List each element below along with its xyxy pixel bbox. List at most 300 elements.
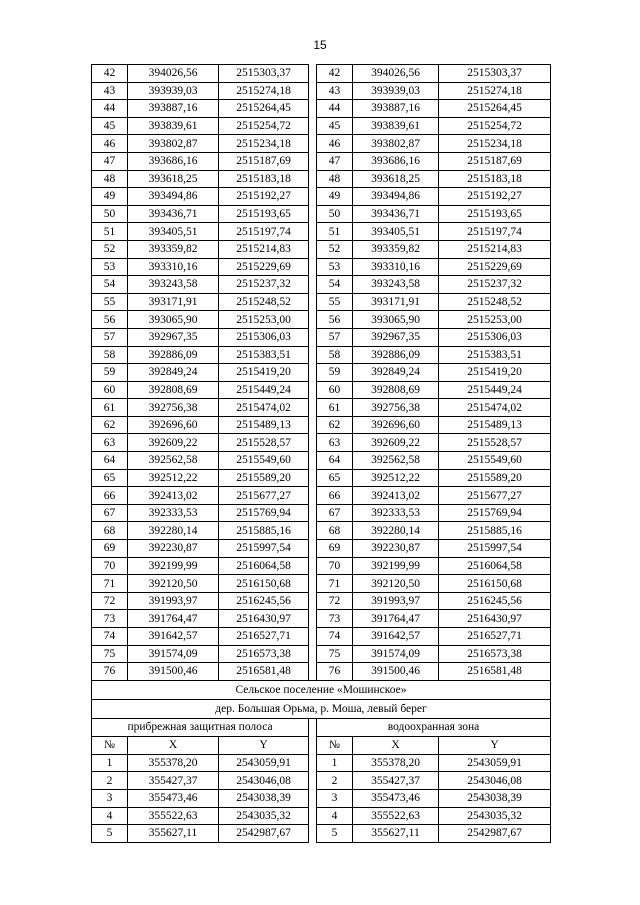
top-left-y-coordinate: 2516430,97 (219, 610, 309, 628)
header-number-left: № (92, 736, 128, 754)
table-row (92, 452, 551, 470)
column-gap (309, 452, 317, 470)
top-left-y-coordinate: 2515248,52 (219, 293, 309, 311)
top-right-x-coordinate: 391642,57 (353, 628, 439, 646)
column-gap (309, 663, 317, 681)
top-left-y-coordinate: 2515489,13 (219, 416, 309, 434)
top-right-point-number: 55 (317, 293, 353, 311)
column-gap (309, 328, 317, 346)
top-left-x-coordinate: 392886,09 (128, 346, 219, 364)
top-left-x-coordinate: 393802,87 (128, 135, 219, 153)
top-right-y-coordinate: 2515419,20 (439, 364, 551, 382)
top-right-point-number: 42 (317, 65, 353, 83)
top-left-y-coordinate: 2515192,27 (219, 188, 309, 206)
column-gap (309, 65, 317, 83)
top-right-x-coordinate: 392120,50 (353, 575, 439, 593)
top-left-point-number: 52 (92, 240, 128, 258)
bottom-left-x-coordinate: 355627,11 (128, 825, 219, 843)
top-right-x-coordinate: 392756,38 (353, 399, 439, 417)
top-left-point-number: 63 (92, 434, 128, 452)
column-gap (309, 170, 317, 188)
top-right-point-number: 75 (317, 645, 353, 663)
bottom-right-y-coordinate: 2543038,39 (439, 789, 551, 807)
bottom-right-x-coordinate: 355427,37 (353, 772, 439, 790)
top-right-y-coordinate: 2515234,18 (439, 135, 551, 153)
header-number-right: № (317, 736, 353, 754)
column-header-row (92, 736, 551, 754)
top-left-x-coordinate: 393065,90 (128, 311, 219, 329)
bottom-right-point-number: 5 (317, 825, 353, 843)
column-gap (309, 592, 317, 610)
top-right-point-number: 72 (317, 592, 353, 610)
top-right-point-number: 68 (317, 522, 353, 540)
bottom-right-point-number: 4 (317, 807, 353, 825)
column-gap (309, 610, 317, 628)
top-right-point-number: 52 (317, 240, 353, 258)
top-left-point-number: 44 (92, 100, 128, 118)
top-right-x-coordinate: 393405,51 (353, 223, 439, 241)
column-gap (309, 223, 317, 241)
table-row (92, 416, 551, 434)
right-zone-label: водоохранная зона (317, 718, 551, 736)
top-right-x-coordinate: 393310,16 (353, 258, 439, 276)
bottom-right-y-coordinate: 2543059,91 (439, 754, 551, 772)
top-right-y-coordinate: 2515192,27 (439, 188, 551, 206)
top-right-point-number: 69 (317, 540, 353, 558)
top-left-x-coordinate: 392413,02 (128, 487, 219, 505)
top-right-x-coordinate: 393359,82 (353, 240, 439, 258)
top-right-y-coordinate: 2515997,54 (439, 540, 551, 558)
column-gap (309, 399, 317, 417)
top-left-point-number: 57 (92, 328, 128, 346)
top-right-x-coordinate: 391993,97 (353, 592, 439, 610)
column-gap (309, 240, 317, 258)
bottom-left-y-coordinate: 2543046,08 (219, 772, 309, 790)
top-left-x-coordinate: 393939,03 (128, 82, 219, 100)
bottom-left-point-number: 4 (92, 807, 128, 825)
bottom-left-point-number: 2 (92, 772, 128, 790)
top-left-y-coordinate: 2516581,48 (219, 663, 309, 681)
top-left-y-coordinate: 2515303,37 (219, 65, 309, 83)
top-right-point-number: 54 (317, 276, 353, 294)
top-left-point-number: 58 (92, 346, 128, 364)
top-right-y-coordinate: 2516430,97 (439, 610, 551, 628)
top-right-point-number: 70 (317, 557, 353, 575)
top-right-x-coordinate: 392512,22 (353, 469, 439, 487)
top-left-y-coordinate: 2515419,20 (219, 364, 309, 382)
bottom-right-y-coordinate: 2543046,08 (439, 772, 551, 790)
table-row (92, 772, 551, 790)
top-right-y-coordinate: 2515237,32 (439, 276, 551, 294)
left-zone-label: прибрежная защитная полоса (92, 718, 309, 736)
column-gap (309, 188, 317, 206)
column-gap (309, 152, 317, 170)
column-gap (309, 311, 317, 329)
column-gap (309, 258, 317, 276)
top-left-x-coordinate: 392967,35 (128, 328, 219, 346)
top-right-y-coordinate: 2515528,57 (439, 434, 551, 452)
top-right-point-number: 47 (317, 152, 353, 170)
column-gap (309, 117, 317, 135)
table-row (92, 381, 551, 399)
table-row (92, 540, 551, 558)
top-right-y-coordinate: 2515248,52 (439, 293, 551, 311)
table-row (92, 170, 551, 188)
bottom-left-point-number: 1 (92, 754, 128, 772)
table-row (92, 557, 551, 575)
table-row (92, 311, 551, 329)
top-left-y-coordinate: 2515677,27 (219, 487, 309, 505)
top-right-y-coordinate: 2515449,24 (439, 381, 551, 399)
top-right-y-coordinate: 2516245,56 (439, 592, 551, 610)
top-right-x-coordinate: 392280,14 (353, 522, 439, 540)
top-left-x-coordinate: 392333,53 (128, 504, 219, 522)
bottom-left-point-number: 5 (92, 825, 128, 843)
top-left-x-coordinate: 393887,16 (128, 100, 219, 118)
table-row (92, 117, 551, 135)
top-left-y-coordinate: 2515769,94 (219, 504, 309, 522)
top-left-point-number: 45 (92, 117, 128, 135)
top-left-x-coordinate: 392120,50 (128, 575, 219, 593)
table-row (92, 152, 551, 170)
column-gap (309, 557, 317, 575)
top-right-x-coordinate: 392849,24 (353, 364, 439, 382)
table-row (92, 293, 551, 311)
top-right-point-number: 64 (317, 452, 353, 470)
top-left-x-coordinate: 392280,14 (128, 522, 219, 540)
column-gap (309, 416, 317, 434)
bottom-left-x-coordinate: 355427,37 (128, 772, 219, 790)
top-right-point-number: 66 (317, 487, 353, 505)
top-left-y-coordinate: 2516064,58 (219, 557, 309, 575)
top-left-x-coordinate: 392849,24 (128, 364, 219, 382)
top-right-y-coordinate: 2515264,45 (439, 100, 551, 118)
top-left-y-coordinate: 2515549,60 (219, 452, 309, 470)
top-right-point-number: 58 (317, 346, 353, 364)
top-left-y-coordinate: 2515187,69 (219, 152, 309, 170)
bottom-right-x-coordinate: 355473,46 (353, 789, 439, 807)
top-right-x-coordinate: 393171,91 (353, 293, 439, 311)
top-right-y-coordinate: 2516527,71 (439, 628, 551, 646)
top-left-y-coordinate: 2515997,54 (219, 540, 309, 558)
top-right-x-coordinate: 391574,09 (353, 645, 439, 663)
column-gap (309, 100, 317, 118)
column-gap (309, 522, 317, 540)
top-left-point-number: 70 (92, 557, 128, 575)
top-left-y-coordinate: 2515214,83 (219, 240, 309, 258)
column-gap (309, 789, 317, 807)
top-right-x-coordinate: 392886,09 (353, 346, 439, 364)
top-left-x-coordinate: 392562,58 (128, 452, 219, 470)
top-right-y-coordinate: 2515193,65 (439, 205, 551, 223)
table-row (92, 575, 551, 593)
top-left-y-coordinate: 2516245,56 (219, 592, 309, 610)
table-row (92, 628, 551, 646)
top-right-x-coordinate: 392808,69 (353, 381, 439, 399)
column-gap (309, 825, 317, 843)
top-left-point-number: 50 (92, 205, 128, 223)
table-row (92, 504, 551, 522)
column-gap (309, 346, 317, 364)
top-right-y-coordinate: 2515474,02 (439, 399, 551, 417)
column-gap (309, 293, 317, 311)
top-right-y-coordinate: 2515253,00 (439, 311, 551, 329)
top-left-point-number: 74 (92, 628, 128, 646)
top-right-x-coordinate: 392696,60 (353, 416, 439, 434)
top-left-point-number: 48 (92, 170, 128, 188)
top-right-x-coordinate: 393939,03 (353, 82, 439, 100)
top-right-x-coordinate: 392562,58 (353, 452, 439, 470)
top-right-y-coordinate: 2515229,69 (439, 258, 551, 276)
top-left-point-number: 75 (92, 645, 128, 663)
column-gap (309, 381, 317, 399)
table-row (92, 487, 551, 505)
header-y-left: Y (219, 736, 309, 754)
top-right-point-number: 67 (317, 504, 353, 522)
header-x-right: X (353, 736, 439, 754)
table-row (92, 522, 551, 540)
top-left-point-number: 72 (92, 592, 128, 610)
top-left-x-coordinate: 394026,56 (128, 65, 219, 83)
top-right-x-coordinate: 393802,87 (353, 135, 439, 153)
top-right-point-number: 48 (317, 170, 353, 188)
bottom-left-y-coordinate: 2543059,91 (219, 754, 309, 772)
top-right-x-coordinate: 391500,46 (353, 663, 439, 681)
table-body-bottom (92, 680, 551, 842)
top-right-y-coordinate: 2515303,37 (439, 65, 551, 83)
column-gap (309, 772, 317, 790)
table-row (92, 663, 551, 681)
top-right-point-number: 60 (317, 381, 353, 399)
top-left-point-number: 60 (92, 381, 128, 399)
top-left-y-coordinate: 2516527,71 (219, 628, 309, 646)
top-left-point-number: 59 (92, 364, 128, 382)
table-row (92, 364, 551, 382)
top-right-y-coordinate: 2515306,03 (439, 328, 551, 346)
bottom-right-x-coordinate: 355627,11 (353, 825, 439, 843)
top-left-x-coordinate: 393243,58 (128, 276, 219, 294)
top-right-x-coordinate: 392333,53 (353, 504, 439, 522)
table-row (92, 346, 551, 364)
bottom-right-point-number: 2 (317, 772, 353, 790)
settlement-title: Сельское поселение «Мошинское» (92, 680, 551, 699)
top-left-point-number: 61 (92, 399, 128, 417)
table-row (92, 610, 551, 628)
top-right-point-number: 45 (317, 117, 353, 135)
top-left-point-number: 62 (92, 416, 128, 434)
bottom-left-y-coordinate: 2543035,32 (219, 807, 309, 825)
column-gap (309, 135, 317, 153)
top-right-point-number: 73 (317, 610, 353, 628)
table-row (92, 82, 551, 100)
table-row (92, 754, 551, 772)
top-right-y-coordinate: 2515549,60 (439, 452, 551, 470)
column-gap (309, 205, 317, 223)
bottom-left-y-coordinate: 2543038,39 (219, 789, 309, 807)
top-left-x-coordinate: 393686,16 (128, 152, 219, 170)
top-right-x-coordinate: 392199,99 (353, 557, 439, 575)
top-right-x-coordinate: 392609,22 (353, 434, 439, 452)
top-right-x-coordinate: 391764,47 (353, 610, 439, 628)
top-right-y-coordinate: 2515197,74 (439, 223, 551, 241)
bottom-left-point-number: 3 (92, 789, 128, 807)
top-left-x-coordinate: 391764,47 (128, 610, 219, 628)
table-row (92, 825, 551, 843)
top-left-x-coordinate: 393405,51 (128, 223, 219, 241)
top-left-y-coordinate: 2515306,03 (219, 328, 309, 346)
top-right-y-coordinate: 2516150,68 (439, 575, 551, 593)
top-right-point-number: 50 (317, 205, 353, 223)
top-left-y-coordinate: 2515234,18 (219, 135, 309, 153)
top-right-y-coordinate: 2515489,13 (439, 416, 551, 434)
top-left-point-number: 66 (92, 487, 128, 505)
column-gap (309, 628, 317, 646)
top-right-x-coordinate: 393887,16 (353, 100, 439, 118)
top-right-x-coordinate: 393839,61 (353, 117, 439, 135)
top-left-x-coordinate: 392808,69 (128, 381, 219, 399)
header-x-left: X (128, 736, 219, 754)
bottom-left-y-coordinate: 2542987,67 (219, 825, 309, 843)
table-row (92, 276, 551, 294)
top-left-x-coordinate: 393359,82 (128, 240, 219, 258)
top-right-x-coordinate: 393618,25 (353, 170, 439, 188)
column-gap (309, 736, 317, 754)
table-row (92, 434, 551, 452)
bottom-left-x-coordinate: 355522,63 (128, 807, 219, 825)
top-left-point-number: 76 (92, 663, 128, 681)
top-left-x-coordinate: 392696,60 (128, 416, 219, 434)
coordinates-table (91, 64, 551, 843)
table-row (92, 205, 551, 223)
top-left-y-coordinate: 2516573,38 (219, 645, 309, 663)
top-left-y-coordinate: 2515449,24 (219, 381, 309, 399)
column-gap (309, 807, 317, 825)
column-gap (309, 645, 317, 663)
bottom-right-point-number: 3 (317, 789, 353, 807)
top-right-point-number: 63 (317, 434, 353, 452)
place-title: дер. Большая Орьма, р. Моша, левый берег (92, 699, 551, 718)
top-left-point-number: 73 (92, 610, 128, 628)
header-y-right: Y (439, 736, 551, 754)
top-left-x-coordinate: 391642,57 (128, 628, 219, 646)
top-left-y-coordinate: 2515197,74 (219, 223, 309, 241)
top-left-point-number: 55 (92, 293, 128, 311)
table-row (92, 65, 551, 83)
top-right-x-coordinate: 393065,90 (353, 311, 439, 329)
top-right-y-coordinate: 2515677,27 (439, 487, 551, 505)
top-left-y-coordinate: 2515193,65 (219, 205, 309, 223)
top-left-y-coordinate: 2515589,20 (219, 469, 309, 487)
top-left-point-number: 53 (92, 258, 128, 276)
top-left-point-number: 56 (92, 311, 128, 329)
top-left-point-number: 46 (92, 135, 128, 153)
table-row (92, 328, 551, 346)
table-row (92, 100, 551, 118)
table-row (92, 807, 551, 825)
top-right-y-coordinate: 2515383,51 (439, 346, 551, 364)
top-right-x-coordinate: 392967,35 (353, 328, 439, 346)
column-gap (309, 82, 317, 100)
top-left-point-number: 71 (92, 575, 128, 593)
top-right-point-number: 57 (317, 328, 353, 346)
bottom-left-x-coordinate: 355473,46 (128, 789, 219, 807)
top-right-y-coordinate: 2515187,69 (439, 152, 551, 170)
top-left-y-coordinate: 2515383,51 (219, 346, 309, 364)
top-left-x-coordinate: 392230,87 (128, 540, 219, 558)
top-left-point-number: 47 (92, 152, 128, 170)
top-right-x-coordinate: 393494,86 (353, 188, 439, 206)
top-right-y-coordinate: 2515183,18 (439, 170, 551, 188)
top-right-x-coordinate: 394026,56 (353, 65, 439, 83)
table-row (92, 188, 551, 206)
top-right-point-number: 51 (317, 223, 353, 241)
top-left-point-number: 42 (92, 65, 128, 83)
top-left-x-coordinate: 393494,86 (128, 188, 219, 206)
top-left-x-coordinate: 392512,22 (128, 469, 219, 487)
page-number: 15 (313, 38, 327, 52)
top-left-y-coordinate: 2516150,68 (219, 575, 309, 593)
top-right-y-coordinate: 2515885,16 (439, 522, 551, 540)
bottom-right-x-coordinate: 355378,20 (353, 754, 439, 772)
table-row (92, 592, 551, 610)
table-row (92, 258, 551, 276)
top-right-y-coordinate: 2515589,20 (439, 469, 551, 487)
table-row (92, 645, 551, 663)
top-left-point-number: 67 (92, 504, 128, 522)
column-gap (309, 540, 317, 558)
top-left-y-coordinate: 2515254,72 (219, 117, 309, 135)
top-right-x-coordinate: 393243,58 (353, 276, 439, 294)
column-gap (309, 487, 317, 505)
top-left-x-coordinate: 393839,61 (128, 117, 219, 135)
top-left-y-coordinate: 2515474,02 (219, 399, 309, 417)
column-gap (309, 276, 317, 294)
top-right-point-number: 46 (317, 135, 353, 153)
column-gap (309, 718, 317, 736)
top-left-point-number: 69 (92, 540, 128, 558)
top-right-point-number: 44 (317, 100, 353, 118)
top-right-point-number: 76 (317, 663, 353, 681)
table-row (92, 223, 551, 241)
top-right-y-coordinate: 2516581,48 (439, 663, 551, 681)
top-right-y-coordinate: 2515254,72 (439, 117, 551, 135)
column-gap (309, 504, 317, 522)
table-body-top (92, 65, 551, 681)
top-right-point-number: 53 (317, 258, 353, 276)
top-left-y-coordinate: 2515229,69 (219, 258, 309, 276)
top-left-y-coordinate: 2515253,00 (219, 311, 309, 329)
column-gap (309, 575, 317, 593)
top-left-y-coordinate: 2515183,18 (219, 170, 309, 188)
bottom-right-y-coordinate: 2542987,67 (439, 825, 551, 843)
top-right-point-number: 49 (317, 188, 353, 206)
top-right-x-coordinate: 393686,16 (353, 152, 439, 170)
top-right-x-coordinate: 392413,02 (353, 487, 439, 505)
top-left-point-number: 65 (92, 469, 128, 487)
top-left-point-number: 64 (92, 452, 128, 470)
top-left-x-coordinate: 393618,25 (128, 170, 219, 188)
top-right-point-number: 61 (317, 399, 353, 417)
bottom-right-point-number: 1 (317, 754, 353, 772)
bottom-right-x-coordinate: 355522,63 (353, 807, 439, 825)
top-right-point-number: 74 (317, 628, 353, 646)
top-left-x-coordinate: 391574,09 (128, 645, 219, 663)
table-row (92, 135, 551, 153)
column-gap (309, 754, 317, 772)
top-left-y-coordinate: 2515528,57 (219, 434, 309, 452)
bottom-left-x-coordinate: 355378,20 (128, 754, 219, 772)
top-right-point-number: 62 (317, 416, 353, 434)
